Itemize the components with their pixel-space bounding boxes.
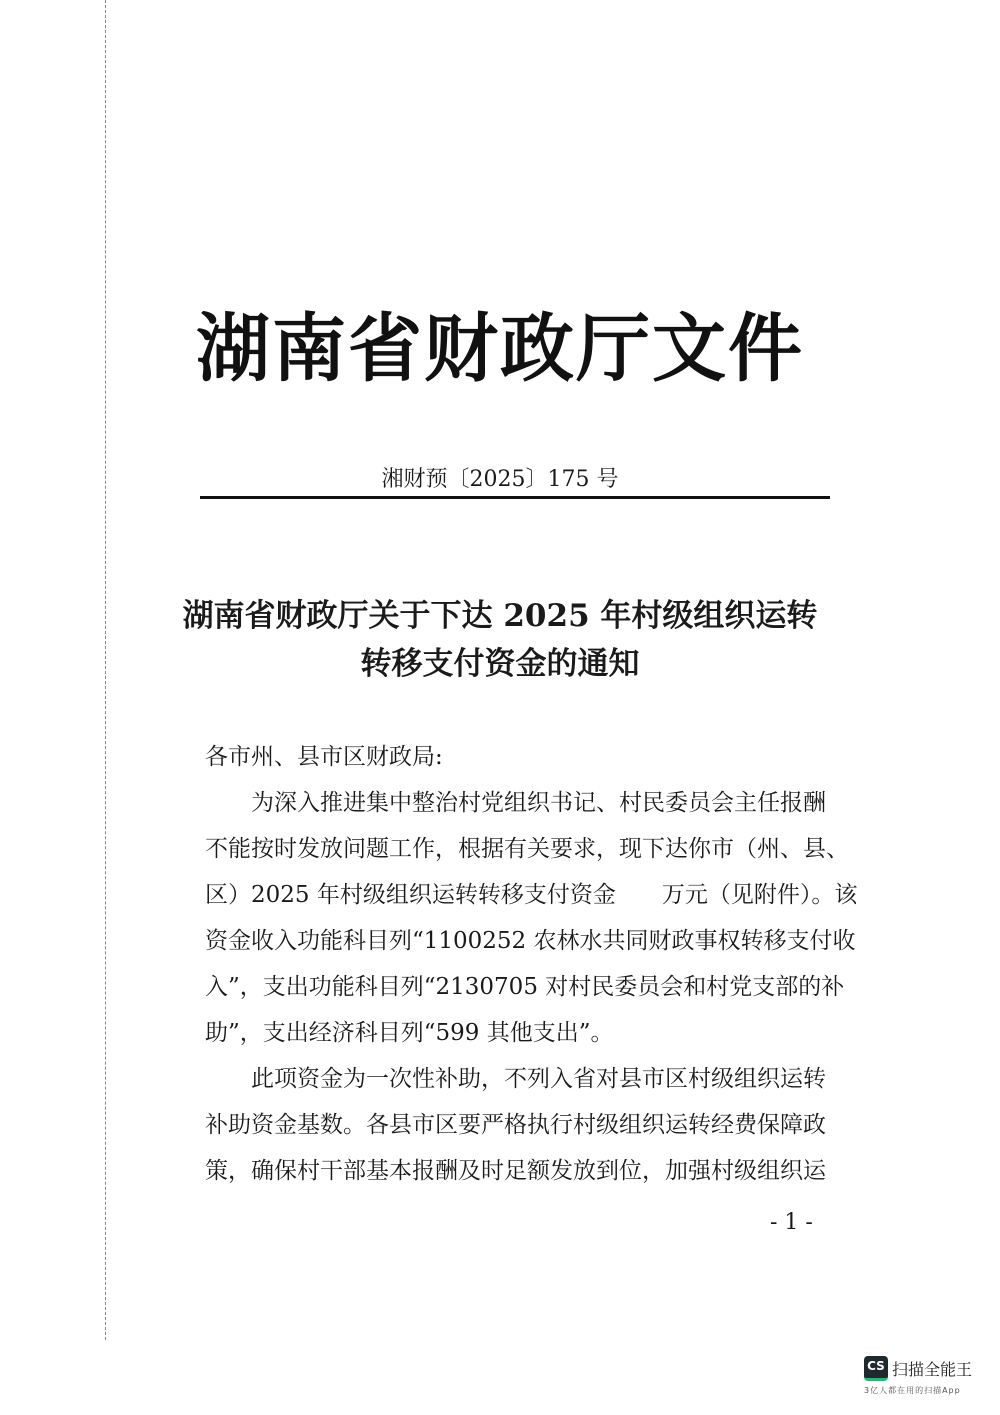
- document-number: 湘财预〔2025〕175 号: [381, 467, 619, 492]
- body-line: 策，确保村干部基本报酬及时足额发放到位，加强村级组织运: [205, 1158, 826, 1184]
- watermark-name: 扫描全能王: [892, 1360, 973, 1379]
- body-line: 助”，支出经济科目列“599 其他支出”。: [205, 1020, 614, 1046]
- body-line: 不能按时发放问题工作，根据有关要求，现下达你市（州、县、: [205, 836, 849, 862]
- header-divider: [200, 496, 830, 499]
- document-header: 湖南省财政厅文件: [196, 306, 804, 392]
- body-line: 资金收入功能科目列“1100252 农林水共同财政事权转移支付收: [205, 928, 856, 954]
- scanner-watermark: [864, 1356, 972, 1396]
- watermark-tagline: 3亿人都在用的扫描App: [864, 1386, 961, 1395]
- salutation: 各市州、县市区财政局:: [205, 744, 443, 770]
- page-number: - 1 -: [770, 1210, 813, 1235]
- notice-title-line-1: 湖南省财政厅关于下达 2025 年村级组织运转: [182, 598, 818, 634]
- body-line: 补助资金基数。各县市区要严格执行村级组织运转经费保障政: [205, 1112, 826, 1138]
- body-line: 为深入推进集中整治村党组织书记、村民委员会主任报酬: [205, 790, 826, 816]
- camscanner-logo-icon: CS: [864, 1356, 888, 1381]
- body-line: 区）2025 年村级组织运转转移支付资金 万元（见附件）。该: [205, 882, 858, 908]
- notice-title-line-2: 转移支付资金的通知: [360, 646, 640, 682]
- body-line: 此项资金为一次性补助，不列入省对县市区村级组织运转: [205, 1066, 826, 1092]
- body-line: 入”，支出功能科目列“2130705 对村民委员会和村党支部的补: [205, 974, 845, 1000]
